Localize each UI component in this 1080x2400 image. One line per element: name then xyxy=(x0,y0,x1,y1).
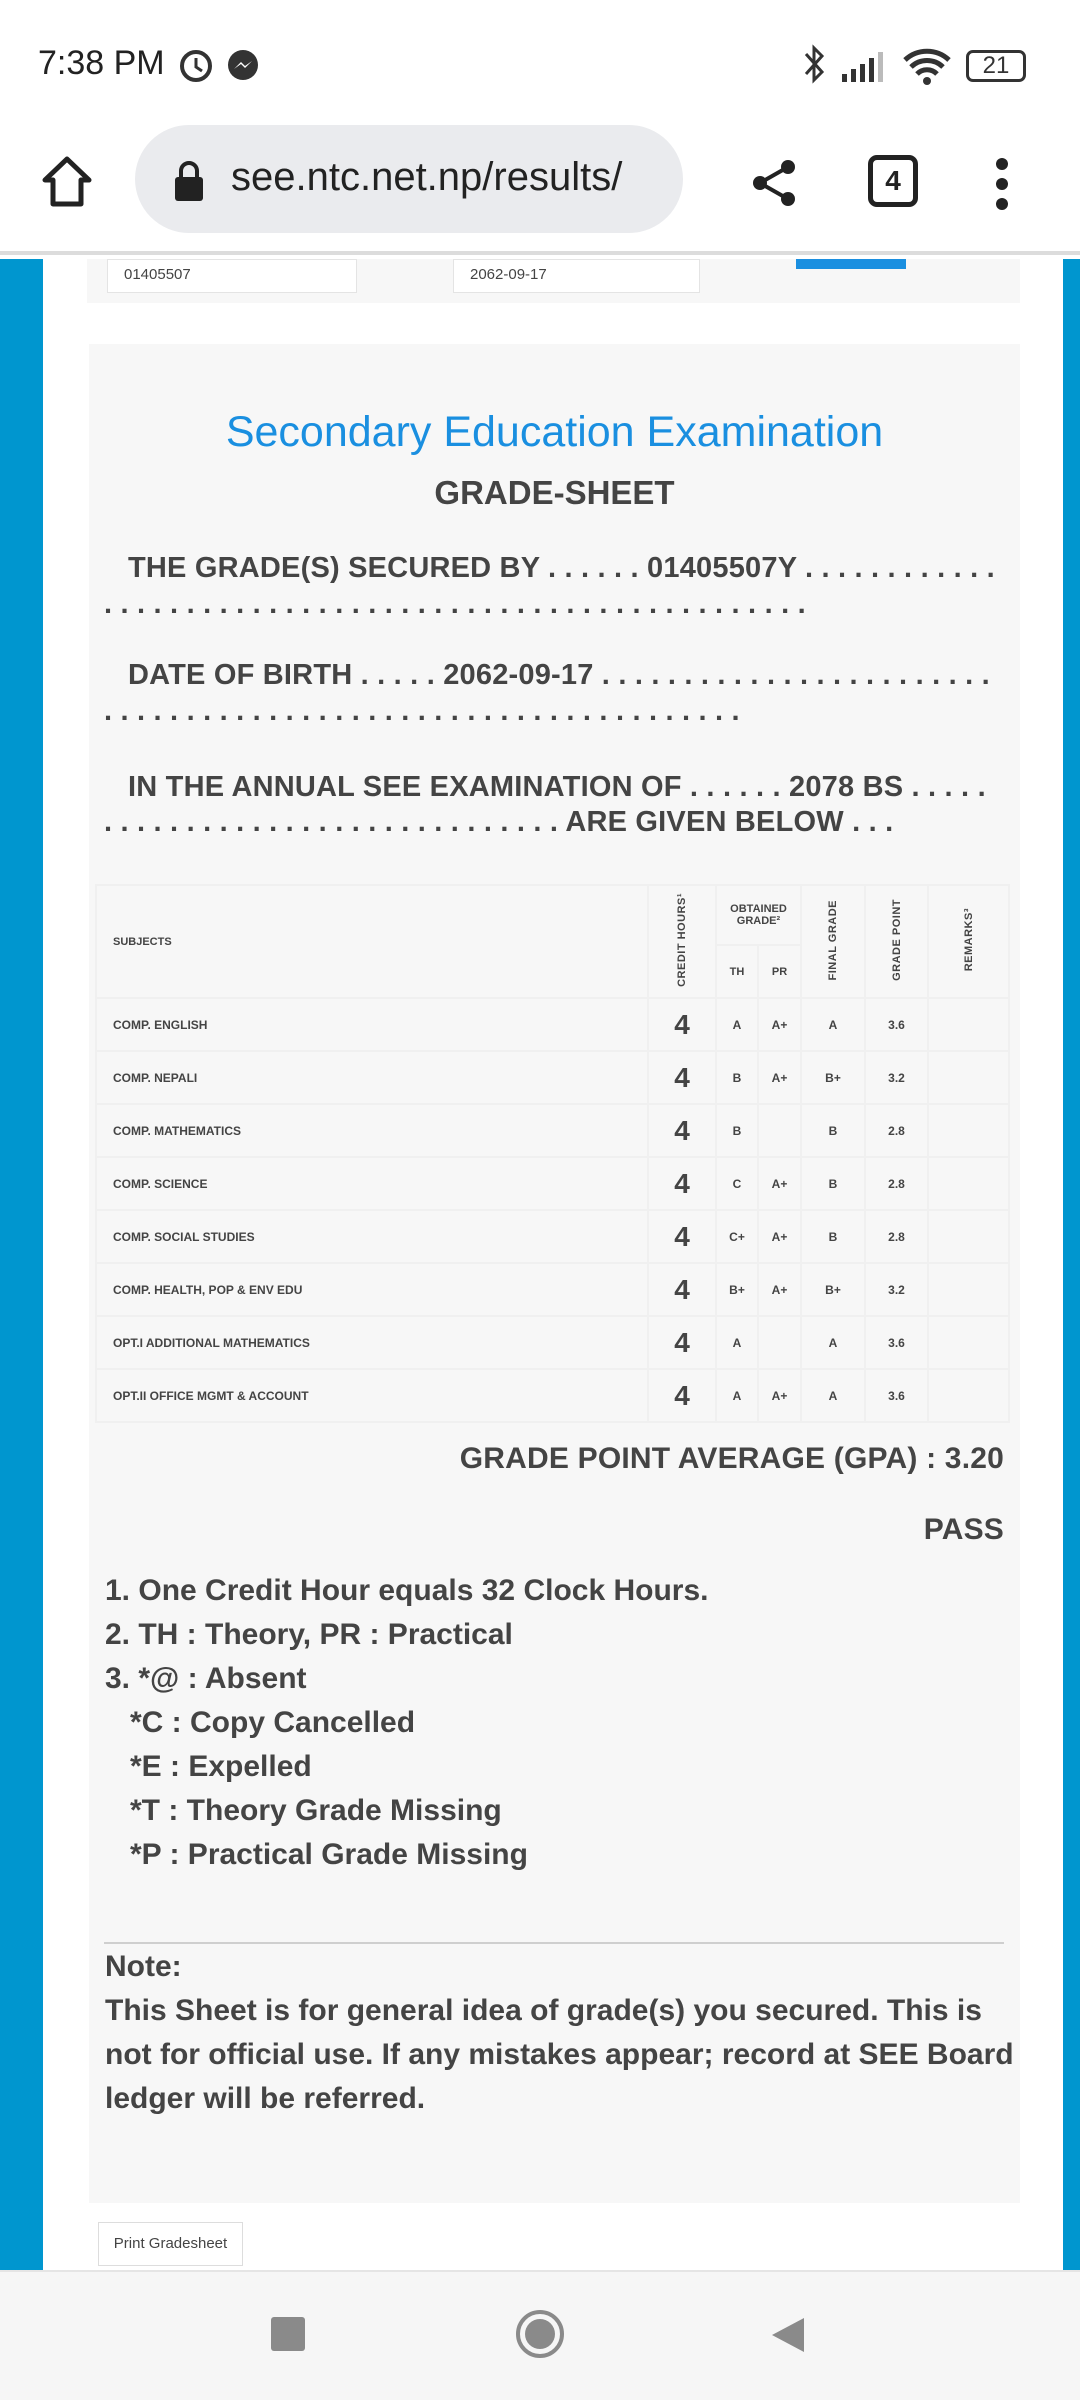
grade-sheet-heading: GRADE-SHEET xyxy=(434,474,675,511)
header-obtained-grade: OBTAINED GRADE² xyxy=(716,885,801,945)
recents-button[interactable] xyxy=(271,2317,305,2351)
pr-grade-cell: A+ xyxy=(758,1157,801,1210)
table-row xyxy=(96,1051,1009,1104)
final-grade-cell: A xyxy=(801,1316,865,1369)
divider xyxy=(104,1942,1004,1944)
remarks-cell xyxy=(928,1210,1009,1263)
th-grade-cell: A xyxy=(716,1316,758,1369)
subject-cell: COMP. SOCIAL STUDIES xyxy=(96,1210,648,1263)
footnote-item: 1. One Credit Hour equals 32 Clock Hours. xyxy=(105,1574,709,1607)
grade-point-cell: 3.6 xyxy=(865,1316,928,1369)
note-line: ledger will be referred. xyxy=(105,2082,426,2115)
print-gradesheet-button[interactable]: Print Gradesheet xyxy=(98,2222,243,2266)
dob-input[interactable]: 2062-09-17 xyxy=(453,259,700,293)
exam-line-2: . . . . . . . . . . . . . . . . . . . . . . . . . . . . ARE GIVEN BELOW . . . xyxy=(104,806,894,838)
grade-point-cell: 3.2 xyxy=(865,1263,928,1316)
subject-cell: OPT.II OFFICE MGMT & ACCOUNT xyxy=(96,1369,648,1422)
remarks-cell xyxy=(928,1316,1009,1369)
final-grade-cell: B xyxy=(801,1210,865,1263)
lock-icon xyxy=(173,160,205,202)
th-grade-cell: A xyxy=(716,1369,758,1422)
note-title: Note: xyxy=(105,1950,182,1983)
status-bar xyxy=(0,0,1080,120)
battery-icon: 21 xyxy=(966,50,1026,82)
credit-cell: 4 xyxy=(648,1157,716,1210)
th-grade-cell: A xyxy=(716,998,758,1051)
url-text[interactable]: see.ntc.net.np/results/ xyxy=(231,155,623,199)
address-bar[interactable] xyxy=(135,125,683,233)
table-row xyxy=(96,1369,1009,1422)
footnote-item: 2. TH : Theory, PR : Practical xyxy=(105,1618,513,1651)
grade-point-cell: 3.2 xyxy=(865,1051,928,1104)
secured-by-line: THE GRADE(S) SECURED BY . . . . . . 01405507Y . . . . . . . . . . . . xyxy=(128,552,995,584)
alarm-icon xyxy=(176,44,216,84)
system-nav-bar xyxy=(0,2270,1080,2400)
pr-grade-cell: A+ xyxy=(758,1263,801,1316)
credit-cell: 4 xyxy=(648,1369,716,1422)
note-line: not for official use. If any mistakes appear; record at SEE Board xyxy=(105,2038,1014,2071)
page-border-right xyxy=(1063,259,1080,2270)
footnote-item: 3. *@ : Absent xyxy=(105,1662,307,1695)
wifi-icon xyxy=(902,48,952,86)
credit-cell: 4 xyxy=(648,1316,716,1369)
final-grade-cell: B+ xyxy=(801,1263,865,1316)
pr-grade-cell: A+ xyxy=(758,1210,801,1263)
th-grade-cell: B+ xyxy=(716,1263,758,1316)
back-button[interactable] xyxy=(770,2316,806,2354)
remarks-cell xyxy=(928,1051,1009,1104)
submit-button[interactable] xyxy=(796,259,906,269)
signal-icon xyxy=(842,52,890,82)
remarks-cell xyxy=(928,1369,1009,1422)
symbol-number-input[interactable]: 01405507 xyxy=(107,259,357,293)
grade-point-cell: 3.6 xyxy=(865,998,928,1051)
tab-switcher-button[interactable]: 4 xyxy=(868,155,918,207)
more-menu-icon[interactable] xyxy=(990,156,1014,212)
grade-point-cell: 2.8 xyxy=(865,1210,928,1263)
dob-line: DATE OF BIRTH . . . . . 2062-09-17 . . . . . . . . . . . . . . . . . . . . . . . . xyxy=(128,659,990,691)
header-pr: PR xyxy=(758,945,801,998)
credit-cell: 4 xyxy=(648,1104,716,1157)
final-grade-cell: B xyxy=(801,1157,865,1210)
table-row xyxy=(96,1263,1009,1316)
grades-table xyxy=(95,884,1010,1423)
credit-cell: 4 xyxy=(648,1210,716,1263)
table-row xyxy=(96,1210,1009,1263)
remarks-cell xyxy=(928,998,1009,1051)
header-grade-point: GRADE POINT xyxy=(890,899,903,981)
gpa: GRADE POINT AVERAGE (GPA) : 3.20 xyxy=(459,1442,1004,1475)
grade-point-cell: 2.8 xyxy=(865,1104,928,1157)
result-status: PASS xyxy=(923,1513,1004,1546)
subject-cell: OPT.I ADDITIONAL MATHEMATICS xyxy=(96,1316,648,1369)
pr-grade-cell xyxy=(758,1104,801,1157)
footnote-item: *C : Copy Cancelled xyxy=(105,1706,416,1739)
note-line: This Sheet is for general idea of grade(s) you secured. This is xyxy=(105,1994,982,2027)
grade-point-cell: 2.8 xyxy=(865,1157,928,1210)
secured-by-dots: . . . . . . . . . . . . . . . . . . . . . . . . . . . . . . . . . . . . . . . . . . . xyxy=(104,588,806,620)
share-icon[interactable] xyxy=(750,158,800,208)
exam-title: Secondary Education Examination xyxy=(225,408,884,456)
th-grade-cell: C+ xyxy=(716,1210,758,1263)
th-grade-cell: B xyxy=(716,1051,758,1104)
credit-cell: 4 xyxy=(648,1263,716,1316)
th-grade-cell: B xyxy=(716,1104,758,1157)
dob-dots: . . . . . . . . . . . . . . . . . . . . . . . . . . . . . . . . . . . . . . . xyxy=(104,695,740,727)
subject-cell: COMP. ENGLISH xyxy=(96,998,648,1051)
exam-line: IN THE ANNUAL SEE EXAMINATION OF . . . . . . 2078 BS . . . . . xyxy=(128,771,986,803)
credit-cell: 4 xyxy=(648,998,716,1051)
bluetooth-icon xyxy=(800,42,830,86)
browser-toolbar xyxy=(0,120,1080,255)
final-grade-cell: B+ xyxy=(801,1051,865,1104)
messenger-icon xyxy=(226,48,260,82)
header-credit-hours: CREDIT HOURS¹ xyxy=(676,893,688,987)
header-final-grade: FINAL GRADE xyxy=(827,899,839,981)
subject-cell: COMP. HEALTH, POP & ENV EDU xyxy=(96,1263,648,1316)
page-border-left xyxy=(0,259,43,2270)
pr-grade-cell xyxy=(758,1316,801,1369)
search-form xyxy=(87,259,1020,303)
pr-grade-cell: A+ xyxy=(758,1051,801,1104)
credit-cell: 4 xyxy=(648,1051,716,1104)
header-remarks: REMARKS³ xyxy=(962,908,975,972)
table-row xyxy=(96,1316,1009,1369)
footnote-item: *E : Expelled xyxy=(105,1750,312,1783)
remarks-cell xyxy=(928,1157,1009,1210)
grade-point-cell: 3.6 xyxy=(865,1369,928,1422)
table-row xyxy=(96,998,1009,1051)
subject-cell: COMP. NEPALI xyxy=(96,1051,648,1104)
footnotes xyxy=(105,1569,709,1877)
subject-cell: COMP. MATHEMATICS xyxy=(96,1104,648,1157)
remarks-cell xyxy=(928,1263,1009,1316)
subject-cell: COMP. SCIENCE xyxy=(96,1157,648,1210)
final-grade-cell: A xyxy=(801,1369,865,1422)
pr-grade-cell: A+ xyxy=(758,998,801,1051)
table-row xyxy=(96,1157,1009,1210)
home-button[interactable] xyxy=(514,2308,566,2360)
footnote-item: *P : Practical Grade Missing xyxy=(105,1838,528,1871)
remarks-cell xyxy=(928,1104,1009,1157)
note-block xyxy=(105,1945,1014,2121)
table-row xyxy=(96,1104,1009,1157)
pr-grade-cell: A+ xyxy=(758,1369,801,1422)
footnote-item: *T : Theory Grade Missing xyxy=(105,1794,502,1827)
th-grade-cell: C xyxy=(716,1157,758,1210)
final-grade-cell: B xyxy=(801,1104,865,1157)
final-grade-cell: A xyxy=(801,998,865,1051)
header-th: TH xyxy=(716,945,758,998)
status-time: 7:38 PM xyxy=(38,44,165,82)
header-subjects: SUBJECTS xyxy=(96,885,648,998)
home-icon[interactable] xyxy=(40,155,94,209)
